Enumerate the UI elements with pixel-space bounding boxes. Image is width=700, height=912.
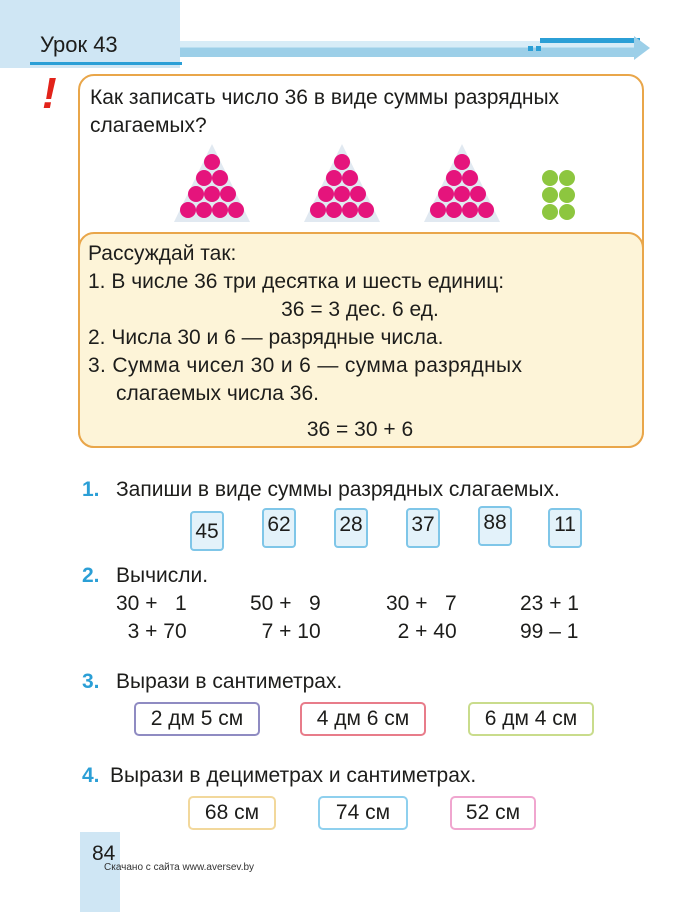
- expression: 3 + 70: [116, 620, 187, 643]
- task-text: Вырази в дециметрах и сантиметрах.: [110, 764, 477, 787]
- task-number: 3.: [82, 670, 100, 693]
- source-credit: Скачано с сайта www.aversev.by: [104, 862, 255, 873]
- question-text: Как записать число 36 в виде суммы разрядных слагаемых?: [90, 86, 560, 137]
- measure-box: 6 дм 4 см: [468, 702, 594, 736]
- lesson-title: Урок 43: [40, 32, 118, 57]
- measure-box: 52 см: [450, 796, 536, 830]
- expression: 7 + 10: [250, 620, 321, 643]
- number-card: 37: [406, 508, 440, 548]
- header-dots: [528, 38, 544, 43]
- task-number: 2.: [82, 564, 100, 587]
- reasoning-step: 1. В числе 36 три десятка и шесть единиц:: [88, 270, 505, 293]
- header-stripe: [180, 41, 635, 57]
- number-card: 45: [190, 511, 224, 551]
- units-beads: [542, 170, 575, 220]
- reasoning-result: 36 = 30 + 6: [306, 418, 414, 441]
- reasoning-step: слагаемых числа 36.: [116, 382, 319, 405]
- tens-pyramid-1: [174, 144, 250, 222]
- expression: 23 + 1: [520, 592, 579, 615]
- bead-illustration: [160, 142, 600, 226]
- tens-pyramid-3: [424, 144, 500, 222]
- lesson-underline: [30, 62, 182, 65]
- reasoning-formula: 36 = 3 дес. 6 ед.: [281, 298, 439, 321]
- task-number: 4.: [82, 764, 100, 787]
- task-text: Запиши в виде суммы разрядных слагаемых.: [116, 478, 560, 501]
- task-number: 1.: [82, 478, 100, 501]
- expression: 2 + 40: [386, 620, 457, 643]
- exclamation-icon: !: [42, 69, 57, 118]
- expression: 30 + 1: [116, 592, 187, 615]
- task-text: Вычисли.: [116, 564, 209, 587]
- number-card: 28: [334, 508, 368, 548]
- reasoning-title: Рассуждай так:: [88, 242, 237, 265]
- header-arrow-icon: [634, 36, 650, 60]
- expression: 30 + 7: [386, 592, 457, 615]
- reasoning-step: 2. Числа 30 и 6 — разрядные числа.: [88, 326, 444, 349]
- header-stripe-accent: [540, 38, 640, 43]
- measure-box: 4 дм 6 см: [300, 702, 426, 736]
- page-number: 84: [92, 842, 116, 865]
- expression: 99 – 1: [520, 620, 579, 643]
- number-card: 88: [478, 506, 512, 546]
- number-card: 11: [548, 508, 582, 548]
- number-card: 62: [262, 508, 296, 548]
- expression: 50 + 9: [250, 592, 321, 615]
- measure-box: 2 дм 5 см: [134, 702, 260, 736]
- measure-box: 68 см: [188, 796, 276, 830]
- task-text: Вырази в сантиметрах.: [116, 670, 343, 693]
- measure-box: 74 см: [318, 796, 408, 830]
- reasoning-step: 3. Сумма чисел 30 и 6 — сумма разрядных: [88, 354, 523, 377]
- tens-pyramid-2: [304, 144, 380, 222]
